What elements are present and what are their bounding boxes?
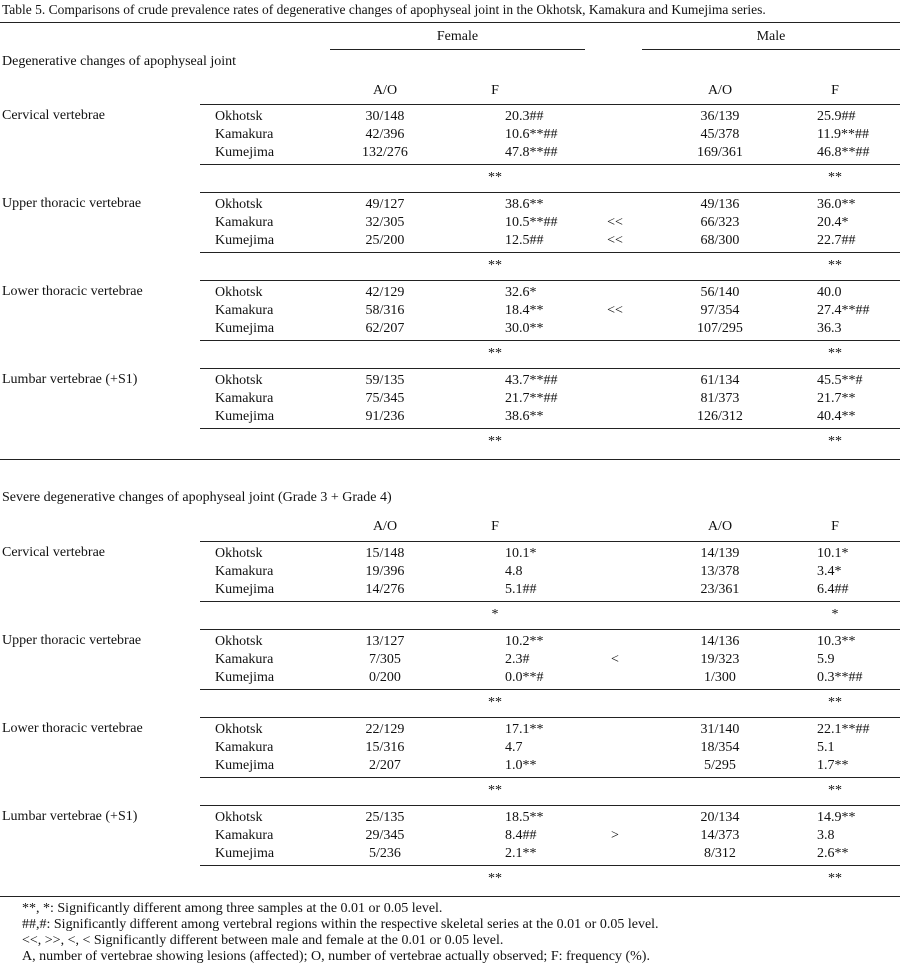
cell-m-ao: 126/312	[697, 409, 743, 424]
significance-rule	[200, 601, 900, 602]
female-header: Female	[436, 29, 479, 44]
cell-m-f: 45.5**#	[817, 373, 863, 388]
cell-f-ao: 19/396	[365, 564, 405, 579]
col-header-male-ao: A/O	[707, 83, 733, 98]
cell-f-ao: 62/207	[365, 321, 405, 336]
cell-m-ao: 14/373	[700, 828, 740, 843]
cell-m-f: 10.3**	[817, 634, 856, 649]
cell-series: Kamakura	[215, 127, 274, 142]
cell-m-ao: 1/300	[704, 670, 736, 685]
cell-f-f: 1.0**	[505, 758, 537, 773]
cell-series: Okhotsk	[215, 722, 263, 737]
cell-m-ao: 14/136	[700, 634, 740, 649]
cell-f-ao: 132/276	[362, 145, 408, 160]
cell-f-ao: 30/148	[365, 109, 405, 124]
cell-series: Kamakura	[215, 564, 274, 579]
cell-f-ao: 13/127	[365, 634, 405, 649]
cell-m-f: 36.0**	[817, 197, 856, 212]
cell-f-ao: 2/207	[369, 758, 401, 773]
cell-sex: <<	[607, 303, 623, 318]
cell-m-ao: 49/136	[700, 197, 740, 212]
region-top-rule	[200, 192, 900, 193]
cell-m-f: 3.8	[817, 828, 835, 843]
col-header-female-ao: A/O	[372, 83, 398, 98]
cell-f-f: 18.5**	[505, 810, 544, 825]
cell-m-f: 22.1**##	[817, 722, 870, 737]
cell-m-f: 14.9**	[817, 810, 856, 825]
significance-male: **	[828, 434, 842, 449]
significance-male: **	[828, 346, 842, 361]
section-title: Severe degenerative changes of apophyseal joint (Grade 3 + Grade 4)	[2, 490, 392, 505]
cell-series: Kumejima	[215, 145, 275, 160]
cell-m-f: 27.4**##	[817, 303, 870, 318]
cell-m-f: 2.6**	[817, 846, 849, 861]
col-header-female-f: F	[491, 519, 499, 534]
table-title: Table 5. Comparisons of crude prevalence rates of degenerative changes of apophyseal joint in the Okhotsk, Kamakura and Kumejima series.	[2, 2, 766, 17]
cell-m-f: 21.7**	[817, 391, 856, 406]
significance-male: **	[828, 695, 842, 710]
cell-series: Kamakura	[215, 391, 274, 406]
cell-series: Okhotsk	[215, 373, 263, 388]
male-header: Male	[756, 29, 786, 44]
cell-f-f: 2.3#	[505, 652, 530, 667]
cell-m-ao: 13/378	[700, 564, 740, 579]
cell-sex: >	[611, 828, 619, 843]
cell-series: Kumejima	[215, 233, 275, 248]
region-top-rule	[200, 717, 900, 718]
cell-f-f: 30.0**	[505, 321, 544, 336]
cell-f-ao: 42/129	[365, 285, 405, 300]
cell-series: Kamakura	[215, 303, 274, 318]
cell-series: Okhotsk	[215, 546, 263, 561]
cell-f-ao: 0/200	[369, 670, 401, 685]
cell-m-ao: 45/378	[700, 127, 740, 142]
cell-f-f: 10.5**##	[505, 215, 558, 230]
cell-m-f: 10.1*	[817, 546, 849, 561]
cell-series: Okhotsk	[215, 810, 263, 825]
significance-female: **	[488, 871, 502, 886]
cell-f-f: 32.6*	[505, 285, 537, 300]
cell-series: Kumejima	[215, 582, 275, 597]
female-header-rule	[330, 49, 585, 50]
significance-male: **	[828, 258, 842, 273]
cell-f-f: 17.1**	[505, 722, 544, 737]
region-top-rule	[200, 104, 900, 105]
cell-m-ao: 107/295	[697, 321, 743, 336]
cell-f-ao: 29/345	[365, 828, 405, 843]
cell-series: Kumejima	[215, 846, 275, 861]
cell-series: Kumejima	[215, 670, 275, 685]
region-top-rule	[200, 280, 900, 281]
cell-m-f: 20.4*	[817, 215, 849, 230]
cell-f-ao: 49/127	[365, 197, 405, 212]
cell-m-ao: 61/134	[700, 373, 740, 388]
significance-rule	[200, 340, 900, 341]
significance-female: **	[488, 258, 502, 273]
cell-series: Kamakura	[215, 652, 274, 667]
cell-series: Okhotsk	[215, 285, 263, 300]
cell-f-f: 0.0**#	[505, 670, 544, 685]
cell-m-ao: 66/323	[700, 215, 740, 230]
significance-female: **	[488, 434, 502, 449]
cell-f-ao: 5/236	[369, 846, 401, 861]
cell-m-f: 3.4*	[817, 564, 842, 579]
region-name: Lumbar vertebrae (+S1)	[2, 809, 138, 824]
cell-f-f: 5.1##	[505, 582, 537, 597]
cell-f-f: 21.7**##	[505, 391, 558, 406]
col-header-male-ao: A/O	[707, 519, 733, 534]
cell-m-ao: 36/139	[700, 109, 740, 124]
cell-m-f: 1.7**	[817, 758, 849, 773]
col-header-female-f: F	[491, 83, 499, 98]
significance-male: **	[828, 783, 842, 798]
significance-female: *	[491, 607, 499, 622]
cell-f-ao: 22/129	[365, 722, 405, 737]
significance-female: **	[488, 346, 502, 361]
cell-m-f: 40.4**	[817, 409, 856, 424]
cell-m-ao: 18/354	[700, 740, 740, 755]
region-name: Cervical vertebrae	[2, 108, 105, 123]
cell-f-f: 38.6**	[505, 409, 544, 424]
footnote: A, number of vertebrae showing lesions (affected); O, number of vertebrae actually observed; F: frequency (%).	[22, 949, 650, 964]
footnote: ##,#: Significantly different among vertebral regions within the respective skeletal series at the 0.01 or 0.05 level.	[22, 917, 659, 932]
cell-f-f: 4.8	[505, 564, 523, 579]
cell-m-ao: 68/300	[700, 233, 740, 248]
cell-f-f: 8.4##	[505, 828, 537, 843]
cell-series: Kamakura	[215, 740, 274, 755]
significance-male: **	[828, 871, 842, 886]
cell-sex: <<	[607, 215, 623, 230]
significance-female: **	[488, 695, 502, 710]
significance-female: **	[488, 170, 502, 185]
cell-f-ao: 91/236	[365, 409, 405, 424]
cell-m-ao: 5/295	[704, 758, 736, 773]
cell-m-f: 6.4##	[817, 582, 849, 597]
footnote: <<, >>, <, < Significantly different between male and female at the 0.01 or 0.05 level.	[22, 933, 504, 948]
cell-series: Okhotsk	[215, 197, 263, 212]
significance-rule	[200, 777, 900, 778]
cell-m-ao: 23/361	[700, 582, 740, 597]
cell-f-ao: 25/200	[365, 233, 405, 248]
region-top-rule	[200, 368, 900, 369]
male-header-rule	[642, 49, 900, 50]
region-name: Cervical vertebrae	[2, 545, 105, 560]
cell-m-ao: 31/140	[700, 722, 740, 737]
significance-rule	[200, 689, 900, 690]
cell-sex: <<	[607, 233, 623, 248]
cell-f-f: 10.2**	[505, 634, 544, 649]
cell-f-ao: 14/276	[365, 582, 405, 597]
significance-rule	[200, 428, 900, 429]
section-title: Degenerative changes of apophyseal joint	[2, 54, 237, 69]
cell-f-f: 20.3##	[505, 109, 544, 124]
cell-m-ao: 20/134	[700, 810, 740, 825]
cell-sex: <	[611, 652, 619, 667]
cell-f-f: 43.7**##	[505, 373, 558, 388]
cell-m-f: 5.9	[817, 652, 835, 667]
cell-m-ao: 81/373	[700, 391, 740, 406]
region-top-rule	[200, 629, 900, 630]
cell-m-ao: 19/323	[700, 652, 740, 667]
cell-f-f: 38.6**	[505, 197, 544, 212]
significance-rule	[200, 252, 900, 253]
cell-series: Kumejima	[215, 321, 275, 336]
cell-f-ao: 7/305	[369, 652, 401, 667]
cell-f-ao: 59/135	[365, 373, 405, 388]
col-header-male-f: F	[831, 83, 839, 98]
cell-m-f: 40.0	[817, 285, 842, 300]
cell-f-f: 2.1**	[505, 846, 537, 861]
cell-f-ao: 42/396	[365, 127, 405, 142]
top-rule	[0, 22, 900, 23]
cell-m-f: 5.1	[817, 740, 835, 755]
significance-rule	[200, 865, 900, 866]
cell-m-f: 25.9##	[817, 109, 856, 124]
cell-f-f: 18.4**	[505, 303, 544, 318]
cell-f-f: 12.5##	[505, 233, 544, 248]
cell-series: Kumejima	[215, 409, 275, 424]
cell-m-ao: 14/139	[700, 546, 740, 561]
region-name: Upper thoracic vertebrae	[2, 196, 142, 211]
cell-f-ao: 32/305	[365, 215, 405, 230]
cell-m-ao: 56/140	[700, 285, 740, 300]
cell-f-ao: 15/316	[365, 740, 405, 755]
region-name: Lumbar vertebrae (+S1)	[2, 372, 138, 387]
cell-f-ao: 75/345	[365, 391, 405, 406]
region-top-rule	[200, 805, 900, 806]
cell-series: Kumejima	[215, 758, 275, 773]
cell-m-f: 22.7##	[817, 233, 856, 248]
cell-series: Kamakura	[215, 828, 274, 843]
cell-m-f: 46.8**##	[817, 145, 870, 160]
cell-series: Okhotsk	[215, 109, 263, 124]
col-header-female-ao: A/O	[372, 519, 398, 534]
region-top-rule	[200, 541, 900, 542]
cell-m-ao: 8/312	[704, 846, 736, 861]
cell-f-ao: 15/148	[365, 546, 405, 561]
bottom-rule	[0, 896, 900, 897]
cell-f-f: 10.1*	[505, 546, 537, 561]
cell-f-ao: 58/316	[365, 303, 405, 318]
footnote: **, *: Significantly different among three samples at the 0.01 or 0.05 level.	[22, 901, 443, 916]
cell-f-ao: 25/135	[365, 810, 405, 825]
region-name: Lower thoracic vertebrae	[2, 284, 143, 299]
cell-series: Kamakura	[215, 215, 274, 230]
significance-rule	[200, 164, 900, 165]
cell-f-f: 4.7	[505, 740, 523, 755]
cell-m-f: 36.3	[817, 321, 842, 336]
separator-rule	[0, 459, 900, 460]
cell-f-f: 47.8**##	[505, 145, 558, 160]
cell-series: Okhotsk	[215, 634, 263, 649]
col-header-male-f: F	[831, 519, 839, 534]
significance-female: **	[488, 783, 502, 798]
cell-m-f: 11.9**##	[817, 127, 869, 142]
region-name: Upper thoracic vertebrae	[2, 633, 142, 648]
cell-m-f: 0.3**##	[817, 670, 863, 685]
cell-m-ao: 169/361	[697, 145, 743, 160]
cell-m-ao: 97/354	[700, 303, 740, 318]
region-name: Lower thoracic vertebrae	[2, 721, 143, 736]
cell-f-f: 10.6**##	[505, 127, 558, 142]
significance-male: *	[831, 607, 839, 622]
significance-male: **	[828, 170, 842, 185]
